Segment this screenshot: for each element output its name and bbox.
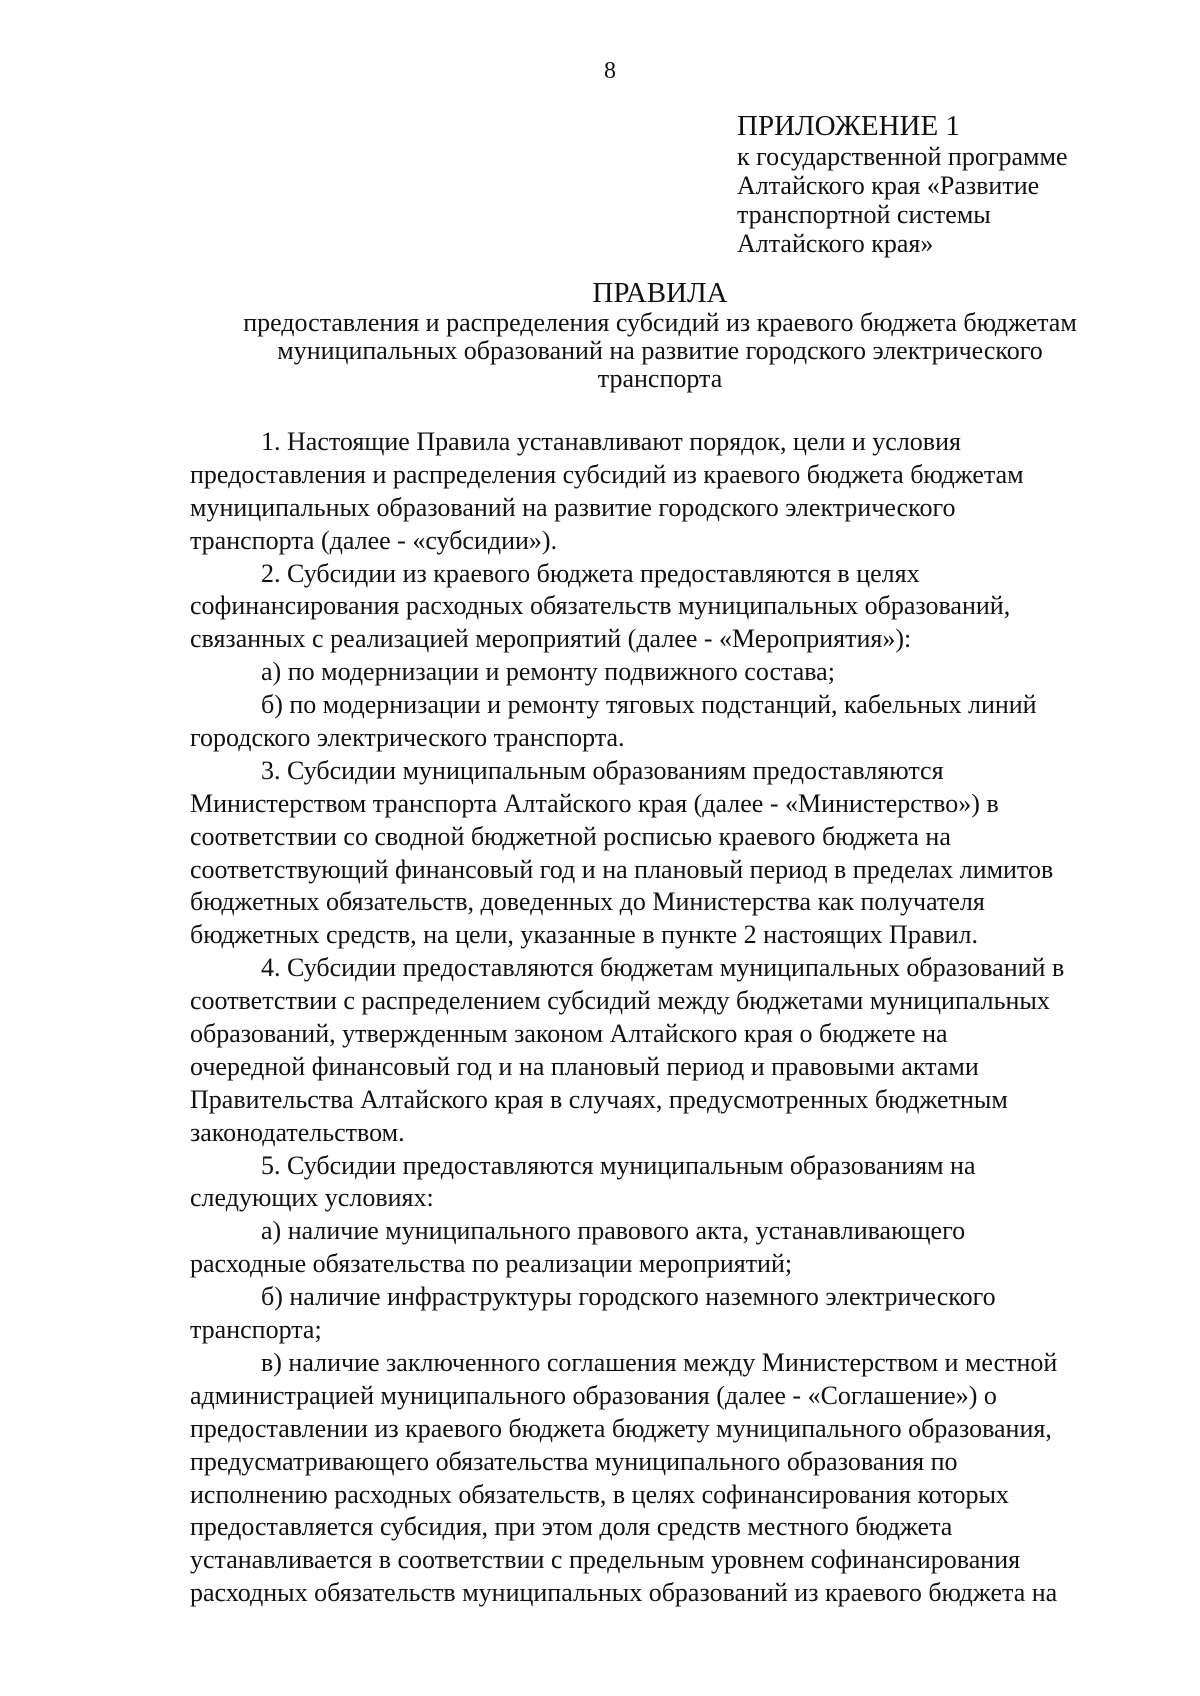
- paragraph-line: исполнению расходных обязательств, в целях софинансирования которых: [190, 1479, 1009, 1509]
- paragraph-line: транспорта (далее - «субсидии»).: [190, 525, 558, 555]
- paragraph-line: законодательством.: [190, 1117, 405, 1147]
- rules-subtitle-line: транспорта: [597, 364, 723, 393]
- paragraph-line: в) наличие заключенного соглашения между Министерством и местной: [261, 1347, 1058, 1377]
- paragraph-line: администрацией муниципального образования (далее - «Соглашение») о: [190, 1380, 997, 1410]
- appendix-title: ПРИЛОЖЕНИЕ 1: [737, 110, 960, 142]
- paragraph-line: предоставления и распределения субсидий из краевого бюджета бюджетам: [190, 459, 1024, 489]
- paragraph-line: муниципальных образований на развитие городского электрического: [190, 492, 956, 522]
- paragraph-line: Министерством транспорта Алтайского края (далее - «Министерство») в: [190, 788, 999, 818]
- paragraph-line: Правительства Алтайского края в случаях, предусмотренных бюджетным: [190, 1084, 1008, 1114]
- paragraph-line: 5. Субсидии предоставляются муниципальным образованиям на: [261, 1150, 976, 1180]
- rules-title: ПРАВИЛА: [592, 277, 728, 309]
- paragraph-line: предоставлении из краевого бюджета бюджету муниципального образования,: [190, 1413, 1052, 1443]
- paragraph-line: 1. Настоящие Правила устанавливают порядок, цели и условия: [261, 427, 961, 456]
- paragraph-line: соответствии со сводной бюджетной росписью краевого бюджета на: [190, 821, 951, 851]
- paragraph-line: связанных с реализацией мероприятий (далее - «Мероприятия»):: [190, 624, 912, 654]
- paragraph-line: следующих условиях:: [190, 1183, 434, 1213]
- appendix-line: транспортной системы: [737, 200, 991, 229]
- rules-subtitle-line: муниципальных образований на развитие городского электрического: [277, 336, 1043, 365]
- appendix-line: к государственной программе: [737, 142, 1068, 171]
- appendix-line: Алтайского края «Развитие: [737, 171, 1040, 200]
- paragraph-line: соответствии с распределением субсидий между бюджетами муниципальных: [190, 986, 1050, 1016]
- paragraph-line: 2. Субсидии из краевого бюджета предоставляются в целях: [261, 558, 920, 588]
- appendix-line: Алтайского края»: [737, 229, 934, 258]
- paragraph-line: расходные обязательства по реализации мероприятий;: [190, 1249, 793, 1279]
- paragraph-line: бюджетных обязательств, доведенных до Министерства как получателя: [190, 887, 985, 917]
- paragraph-line: городского электрического транспорта.: [190, 723, 625, 753]
- paragraph-line: предоставляется субсидия, при этом доля средств местного бюджета: [190, 1512, 953, 1542]
- page-number: 8: [604, 58, 616, 84]
- paragraph-line: образований, утвержденным законом Алтайского края о бюджете на: [190, 1019, 948, 1049]
- paragraph-line: очередной финансовый год и на плановый период и правовыми актами: [190, 1051, 979, 1081]
- paragraph-line: а) наличие муниципального правового акта, устанавливающего: [261, 1216, 966, 1246]
- rules-body: [190, 426, 1138, 1610]
- paragraph-line: софинансирования расходных обязательств муниципальных образований,: [190, 591, 1011, 621]
- paragraph-line: б) наличие инфраструктуры городского наземного электрического: [261, 1282, 996, 1312]
- paragraph-line: расходных обязательств муниципальных образований из краевого бюджета на: [190, 1578, 1058, 1608]
- paragraph-line: а) по модернизации и ремонту подвижного состава;: [261, 657, 835, 687]
- paragraph-line: соответствующий финансовый год и на плановый период в пределах лимитов: [190, 854, 1054, 884]
- paragraph-line: транспорта;: [190, 1315, 322, 1345]
- appendix-block: [737, 110, 1137, 258]
- paragraph-line: 3. Субсидии муниципальным образованиям предоставляются: [261, 755, 944, 785]
- rules-subtitle-line: предоставления и распределения субсидий из краевого бюджета бюджетам: [243, 308, 1077, 337]
- rules-heading: [190, 278, 1130, 393]
- paragraph-line: предусматривающего обязательства муниципального образования по: [190, 1446, 958, 1476]
- paragraph-line: б) по модернизации и ремонту тяговых подстанций, кабельных линий: [261, 690, 1037, 720]
- paragraph-line: устанавливается в соответствии с предельным уровнем софинансирования: [190, 1545, 1021, 1575]
- paragraph-line: бюджетных средств, на цели, указанные в пункте 2 настоящих Правил.: [190, 920, 979, 950]
- paragraph-line: 4. Субсидии предоставляются бюджетам муниципальных образований в: [261, 953, 1065, 983]
